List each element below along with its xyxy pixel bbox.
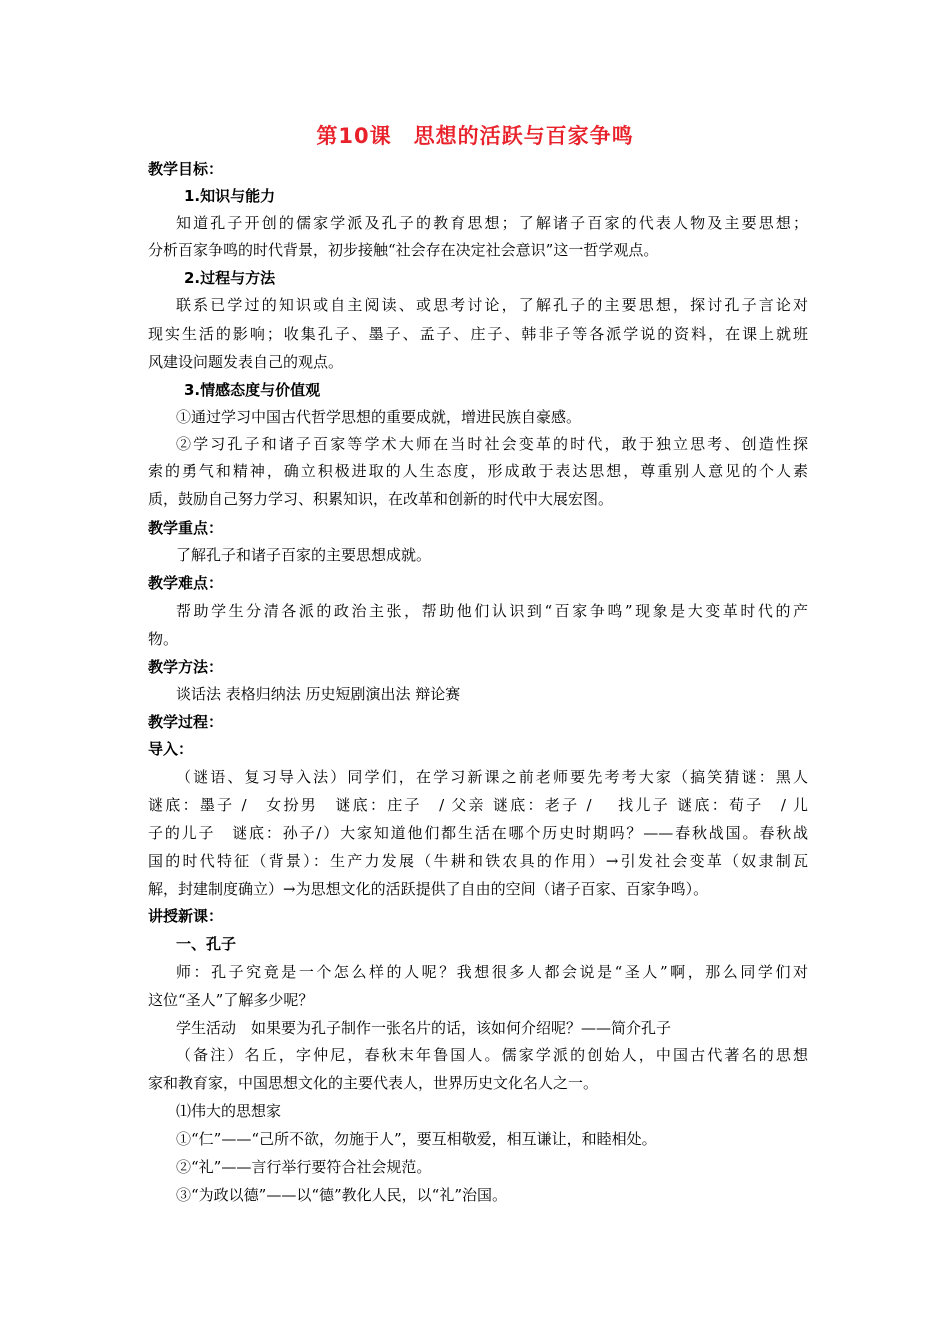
section-heading-intro: 导入： (148, 740, 194, 758)
subheading-confucius: 一、孔子 (176, 935, 237, 953)
section-heading-new-lesson: 讲授新课： (148, 907, 224, 925)
section-heading-methods: 教学方法： (148, 658, 224, 676)
section-heading-key-points: 教学重点： (148, 519, 224, 537)
paragraph-line: 学生活动 如果要为孔子制作一张名片的话，该如何介绍呢？——简介孔子 (176, 1019, 672, 1037)
paragraph-line: 帮助学生分清各派的政治主张，帮助他们认识到“百家争鸣”现象是大变革时代的产 (176, 602, 808, 620)
paragraph-line: 分析百家争鸣的时代背景，初步接触“社会存在决定社会意识”这一哲学观点。 (148, 241, 659, 259)
paragraph-line: 物。 (148, 630, 179, 648)
paragraph-line: 风建设问题发表自己的观点。 (148, 353, 344, 371)
paragraph-line: ③“为政以德”——以“德”教化人民，以“礼”治国。 (176, 1186, 508, 1204)
section-heading-difficulties: 教学难点： (148, 574, 224, 592)
subheading-process: 2.过程与方法 (184, 269, 276, 287)
paragraph-line: 家和教育家，中国思想文化的主要代表人，世界历史文化名人之一。 (148, 1074, 599, 1092)
paragraph-line: （备注）名丘，字仲尼，春秋末年鲁国人。儒家学派的创始人，中国古代著名的思想 (176, 1046, 808, 1064)
paragraph-line: 子的儿子 谜底：孙子/）大家知道他们都生活在哪个历史时期吗？——春秋战国。春秋战 (148, 824, 808, 842)
paragraph-line: 了解孔子和诸子百家的主要思想成就。 (176, 546, 432, 564)
subheading-knowledge: 1.知识与能力 (184, 187, 276, 205)
paragraph-line: 索的勇气和精神，确立积极进取的人生态度，形成敢于表达思想，尊重别人意见的个人素 (148, 462, 808, 480)
paragraph-line: ①通过学习中国古代哲学思想的重要成就，增进民族自豪感。 (176, 408, 582, 426)
paragraph-line: 联系已学过的知识或自主阅读、或思考讨论，了解孔子的主要思想，探讨孔子言论对 (176, 296, 808, 314)
page-title: 第10课 思想的活跃与百家争鸣 (316, 124, 634, 148)
paragraph-line: ⑴伟大的思想家 (176, 1102, 282, 1120)
paragraph-line: ①“仁”——“己所不欲，勿施于人”，要互相敬爱，相互谦让，和睦相处。 (176, 1130, 657, 1148)
paragraph-line: 解，封建制度确立）→为思想文化的活跃提供了自由的空间（诸子百家、百家争鸣）。 (148, 880, 709, 898)
paragraph-line: 知道孔子开创的儒家学派及孔子的教育思想；了解诸子百家的代表人物及主要思想； (176, 214, 808, 232)
paragraph-line: 国的时代特征（背景）：生产力发展（牛耕和铁农具的作用）→引发社会变革（奴隶制瓦 (148, 852, 808, 870)
paragraph-line: 谜底：墨子 / 女扮男 谜底：庄子 / 父亲 谜底：老子 / 找儿子 谜底：荀子 / 儿 (148, 796, 808, 814)
paragraph-line: 谈话法 表格归纳法 历史短剧演出法 辩论赛 (176, 685, 461, 703)
paragraph-line: 这位“圣人”了解多少呢？ (148, 991, 314, 1009)
paragraph-line: 质，鼓励自己努力学习、积累知识，在改革和创新的时代中大展宏图。 (148, 490, 614, 508)
paragraph-line: （谜语、复习导入法）同学们，在学习新课之前老师要先考考大家（搞笑猜谜：黑人 (176, 768, 808, 786)
paragraph-line: 师：孔子究竟是一个怎么样的人呢？我想很多人都会说是“圣人”啊，那么同学们对 (176, 963, 808, 981)
paragraph-line: 现实生活的影响；收集孔子、墨子、孟子、庄子、韩非子等各派学说的资料，在课上就班 (148, 325, 808, 343)
paragraph-line: ②“礼”——言行举行要符合社会规范。 (176, 1158, 432, 1176)
subheading-attitude: 3.情感态度与价值观 (184, 381, 321, 399)
section-heading-objectives: 教学目标： (148, 160, 224, 178)
paragraph-line: ②学习孔子和诸子百家等学术大师在当时社会变革的时代，敢于独立思考、创造性探 (176, 435, 808, 453)
section-heading-process: 教学过程： (148, 713, 224, 731)
